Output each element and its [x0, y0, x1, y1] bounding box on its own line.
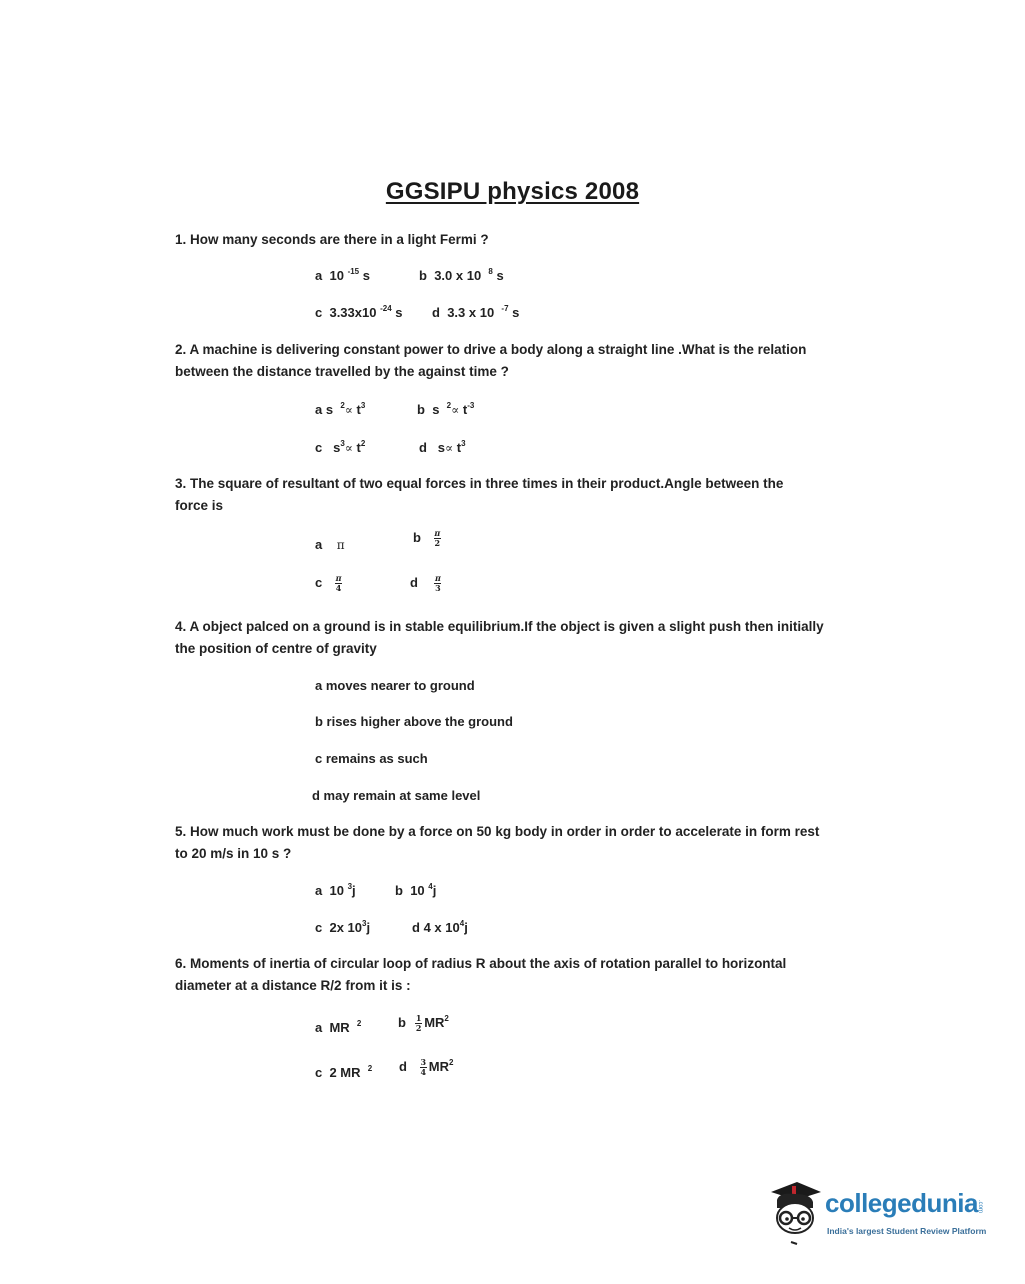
q5-option-d: d 4 x $10^4j$ [412, 919, 468, 935]
q1-option-b: b 3.0 x 10 $^8$ s [419, 267, 504, 283]
q5-option-a: a 10 $^3$j [315, 882, 356, 898]
q4-option-c: c remains as such [315, 751, 428, 766]
q5-option-c: c 2x $10^3j$ [315, 919, 371, 935]
q4-option-b: b rises higher above the ground [315, 714, 513, 729]
q1-option-a: a 10 $^{-15}$ s [315, 267, 370, 283]
q6-option-b: b $\frac{1}{2}$ $MR^2$ [398, 1013, 449, 1033]
question-2-line-1: 2. A machine is delivering constant power to drive a body along a straight line .What is the relation [175, 342, 807, 357]
collegedunia-logo [765, 1178, 990, 1250]
q1-option-c: c 3.33x10 $^{-24}$ s [315, 304, 403, 320]
q6-d-fraction: $\frac{3}{4}$ [420, 1057, 427, 1077]
logo-com: .com [977, 1200, 983, 1214]
q1-option-d: d 3.3 x 10 $^{-7}$ s [432, 304, 520, 320]
question-6-line-2: diameter at a distance R/2 from it is : [175, 978, 411, 993]
q2-option-a: a s $^2\propto t^3$ [315, 401, 366, 417]
q2-option-d: d $s\propto t^3$ [419, 439, 466, 455]
q3-option-a: a π [315, 537, 345, 552]
q6-option-d: d $\frac{3}{4}$ $MR^2$ [399, 1057, 454, 1077]
q6-option-a: a MR $^2$ [315, 1019, 362, 1035]
q3-option-c: c $\frac{\pi}{4}$ [315, 573, 342, 593]
question-4-line-2: the position of centre of gravity [175, 641, 377, 656]
q2-option-c: c $s^3\propto t^2$ [315, 439, 366, 455]
q3-b-fraction: $\frac{\pi}{2}$ [434, 528, 441, 548]
question-5-line-2: to 20 m/s in 10 s ? [175, 846, 292, 861]
logo-wordmark: collegedunia [825, 1188, 978, 1218]
question-4-line-1: 4. A object palced on a ground is in stable equilibrium.If the object is given a slight push then initially [175, 619, 824, 634]
page-title: GGSIPU physics 2008 [385, 178, 640, 205]
q4-option-a: a moves nearer to ground [315, 678, 475, 693]
question-6-line-1: 6. Moments of inertia of circular loop of radius R about the axis of rotation parallel to horizontal [175, 956, 787, 971]
q6-option-c: c 2 MR $^2$ [315, 1064, 373, 1080]
q3-d-fraction: $\frac{\pi}{3}$ [434, 573, 441, 593]
question-3-line-1: 3. The square of resultant of two equal forces in three times in their product.Angle between the [175, 476, 784, 491]
q3-option-b: b $\frac{\pi}{2}$ [413, 528, 441, 548]
q3-option-d: d $\frac{\pi}{3}$ [410, 573, 441, 593]
q4-option-d: d may remain at same level [312, 788, 481, 803]
q2-option-b: b s $^2\propto t^{-3}$ [417, 401, 475, 417]
question-2-line-2: between the distance travelled by the against time ? [175, 364, 509, 379]
logo-tagline: India's largest Student Review Platform [827, 1226, 987, 1236]
question-5-line-1: 5. How much work must be done by a force on 50 kg body in order in order to accelerate in form rest [175, 824, 820, 839]
mascot-icon [765, 1178, 825, 1250]
q3-c-fraction: $\frac{\pi}{4}$ [335, 573, 342, 593]
q5-option-b: b 10 $^4$j [395, 882, 437, 898]
q6-b-fraction: $\frac{1}{2}$ [415, 1013, 422, 1033]
question-1: 1. How many seconds are there in a light Fermi ? [175, 232, 489, 247]
question-3-line-2: force is [175, 498, 224, 513]
